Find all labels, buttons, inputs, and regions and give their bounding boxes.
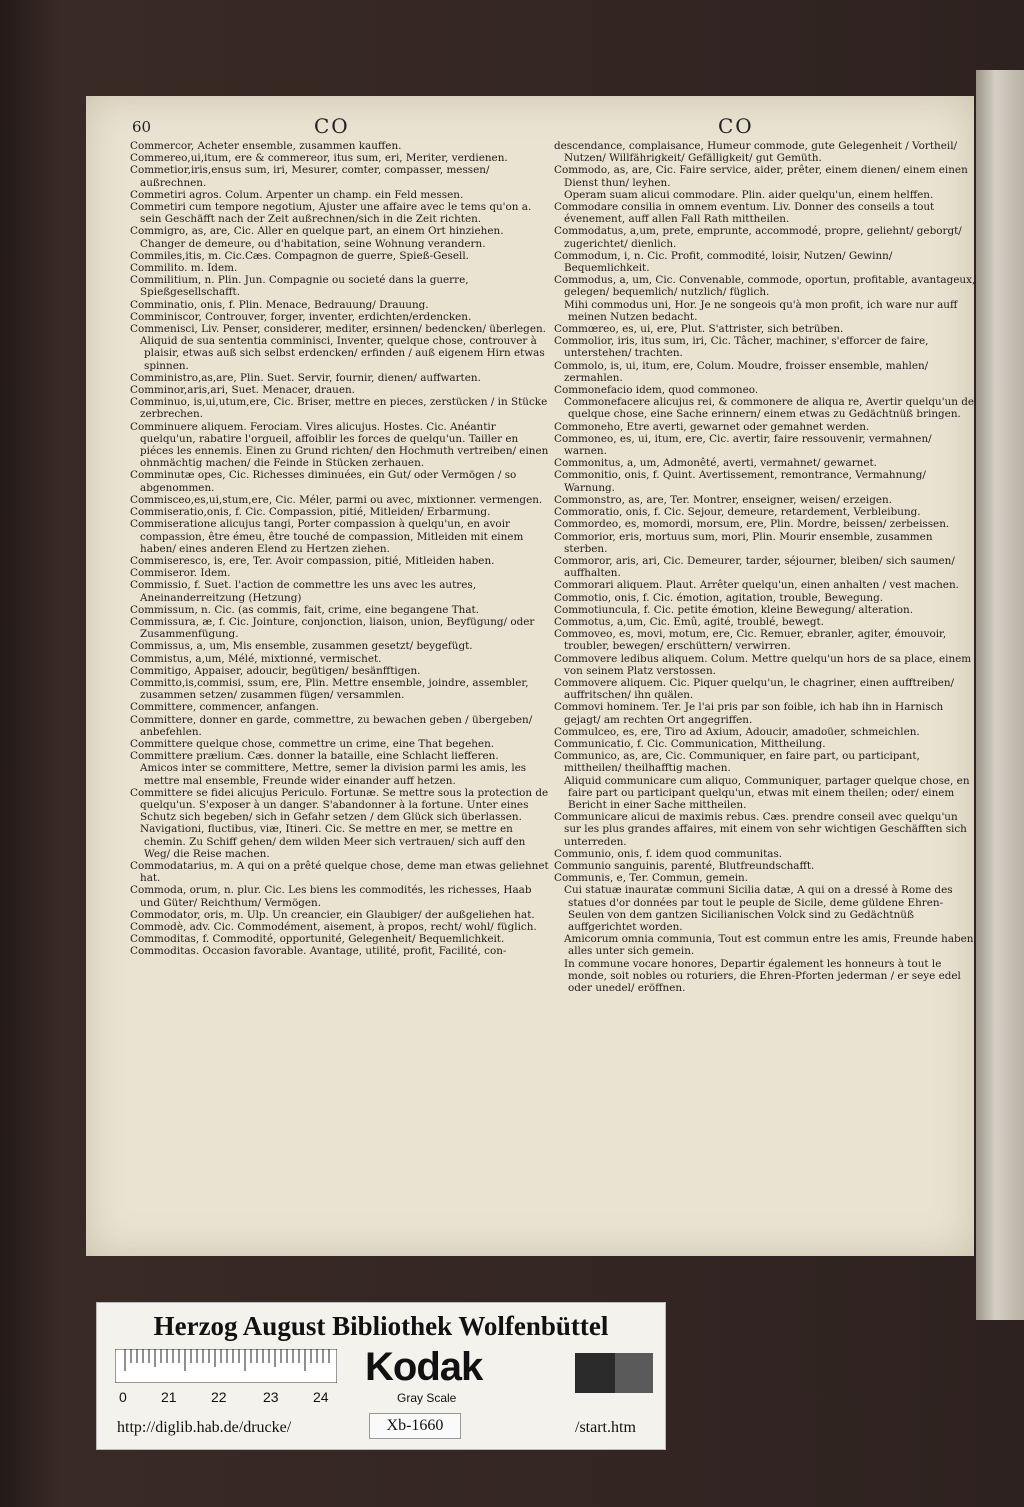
dictionary-entry: Commercor, Acheter ensemble, zusammen kauffen. (130, 140, 402, 152)
gray-swatch (615, 1353, 653, 1393)
dictionary-entry: Commoditas. Occasion favorable. Avantage, utilité, profit, Facilité, con- (130, 945, 507, 958)
dictionary-entry: Commolior, iris, itus sum, iri, Cic. Tâcher, machiner, s'efforcer de faire, unterstehen/ trachten. (554, 335, 929, 360)
dictionary-entry: Committere se fidei alicujus Periculo. Fortunæ. Se mettre sous la protection de quelqu'un. S'exposer à un danger. S'abandonner à la fortune. Unter eines Schutz sich begeben/ sich in Gefahr setzen / dem Glück sich überlassen. (130, 786, 549, 824)
dictionary-entry: Commiseror. Idem. (130, 567, 231, 580)
dictionary-entry: Commistus, a,um, Mélé, mixtionné, vermischet. (130, 652, 382, 665)
gray-scale-label: Gray Scale (397, 1391, 457, 1405)
dictionary-entry: Mihi commodus uni, Hor. Je ne songeois qu'à mon profit, ich ware nur auff meinen Nutzen bedacht. (564, 298, 958, 323)
dictionary-entry: Amicorum omnia communia, Tout est commun entre les amis, Freunde haben alles unter sich gemein. (564, 933, 974, 958)
dictionary-entry: Communio, onis, f. idem quod communitas. (554, 847, 783, 860)
dictionary-entry: Comminuo, is,ui,utum,ere, Cic. Briser, mettre en pieces, zerstücken / in Stücke zerbrechen. (130, 396, 548, 421)
dictionary-entry: Communicare alicui de maximis rebus. Cæs. prendre conseil avec quelqu'un sur les plus grandes affaires, mit einem von sehr wichtigen Geschäfften sich unterreden. (554, 811, 967, 848)
dictionary-entry: Commonstro, as, are, Ter. Montrer, enseigner, weisen/ erzeigen. (554, 493, 893, 506)
dictionary-entry: Commonefacio idem, quod commoneo. (554, 384, 759, 397)
dictionary-entry: Commonitus, a, um, Admonêté, averti, vermahnet/ gewarnet. (554, 457, 877, 470)
dictionary-entry: Aliquid communicare cum aliquo, Communiquer, partager quelque chose, en faire part ou participant quelqu'un, etwas mit einem theilen; oder/ einem Bericht in einer Sache mittheilen. (564, 774, 970, 811)
dictionary-entry: Committere, donner en garde, commettre, zu bewachen geben / übergeben/ anbefehlen. (130, 713, 533, 738)
dictionary-entry: Navigationi, fluctibus, viæ, Itineri. Cic. Se mettre en mer, se mettre en chemin. Zu Schiff gehen/ dem wilden Meer sich vertrauen/ sich auff den Weg/ die Reise machen. (140, 823, 526, 860)
dictionary-entry: Commereo,ui,itum, ere & commereor, itus sum, eri, Meriter, verdienen. (130, 152, 508, 165)
dictionary-entry: In commune vocare honores, Departir également les honneurs à tout le monde, soit nobles ou roturiers, die Ehren-Pforten jederman / er seye edel oder unedel/ eröffnen. (564, 957, 961, 995)
dictionary-entry: Commiseratione alicujus tangi, Porter compassion à quelqu'un, en avoir compassion, être émeu, être touché de compassion, Mitleiden mit einem haben/ eines anderen Elend zu Hertzen ziehen. (130, 518, 524, 555)
dictionary-entry: Commodè, adv. Cic. Commodément, aisement, à propos, recht/ wohl/ füglich. (130, 921, 537, 933)
dictionary-entry: Commenisci, Liv. Penser, considerer, mediter, ersinnen/ bedencken/ überlegen. (130, 323, 546, 336)
dictionary-entry: Commotiuncula, f. Cic. petite émotion, kleine Bewegung/ alteration. (554, 603, 914, 616)
dictionary-entry: Comminatio, onis, f. Plin. Menace, Bedrauung/ Drauung. (130, 298, 429, 311)
dictionary-entry: Commiseratio,onis, f. Cic. Compassion, pitié, Mitleiden/ Erbarmung. (130, 506, 491, 519)
dictionary-entry: Commigro, as, are, Cic. Aller en quelque part, an einem Ort hinziehen. Changer de demeure, ou d'habitation, seine Wohnung verandern. (130, 225, 504, 250)
dictionary-entry: Commonefacere alicujus rei, & commonere de aliqua re, Avertir quelqu'un de quelque chose, eine Sache erinnern/ einem etwas zu Gedächtnüß bringen. (564, 396, 975, 421)
dictionary-entry: Commissura, æ, f. Cic. Jointure, conjonction, liaison, union, Beyfügung/ oder Zusammenfügung. (130, 615, 535, 641)
dictionary-entry: Aliquid de sua sententia comminisci, Inventer, quelque chose, controuver à plaisir, etwas auß sich selbst erdencken/ erfinden / auß eigenem Hirn etwas spinnen. (140, 335, 545, 372)
dictionary-entry: Communico, as, are, Cic. Communiquer, en faire part, ou participant, mittheilen/ theilhafftig machen. (554, 750, 920, 775)
dictionary-entry: Commiles,itis, m. Cic.Cæs. Compagnon de guerre, Spieß-Gesell. (130, 249, 469, 262)
dictionary-entry: Commorior, eris, mortuus sum, mori, Plin. Mourir ensemble, zusammen sterben. (554, 530, 933, 555)
dictionary-entry: Commilitium, n. Plin. Jun. Compagnie ou societé dans la guerre, Spießgesellschafft. (130, 274, 469, 299)
dictionary-entry: Commodator, oris, m. Ulp. Un creancier, ein Glaubiger/ der außgeliehen hat. (130, 908, 535, 921)
left-column (130, 118, 552, 958)
dictionary-entry: Commoratio, onis, f. Cic. Sejour, demeure, retardement, Verbleibung. (554, 506, 921, 519)
facing-page-edge (976, 70, 1024, 1320)
dictionary-entry: Amicos inter se committere, Mettre, semer la division parmi les amis, les mettre mal ensemble, Freunde wider einander auff hetzen. (140, 762, 527, 787)
dictionary-entry: Comminor,aris,ari, Suet. Menacer, drauen. (130, 384, 355, 397)
ruler-number: 22 (211, 1389, 227, 1405)
dictionary-entry: Commetiri agros. Colum. Arpenter un champ. ein Feld messen. (130, 188, 464, 201)
dictionary-entry: Commolo, is, ui, itum, ere, Colum. Moudre, froisser ensemble, mahlen/ zermahlen. (554, 359, 929, 384)
dictionary-entry: Commotus, a,um, Cic. Emû, agité, troublé, bewegt. (554, 615, 824, 628)
dictionary-entry: Commodatus, a,um, prete, emprunte, accommodé, propre, geliehnt/ geborgt/ zugerichtet/ dienlich. (554, 225, 962, 250)
dictionary-entry: Commorari aliquem. Plaut. Arrêter quelqu'un, einen anhalten / vest machen. (554, 579, 959, 592)
dictionary-entry: Communio sanguinis, parenté, Blutfreundschafft. (554, 859, 815, 872)
dictionary-entry: Commodatarius, m. A qui on a prêté quelque chose, deme man etwas geliehnet hat. (130, 859, 549, 885)
dictionary-entry: Commisceo,es,ui,stum,ere, Cic. Méler, parmi ou avec, mixtionner. vermengen. (130, 493, 543, 506)
ruler-number: 23 (263, 1389, 279, 1405)
dictionary-entry: Communicatio, f. Cic. Communication, Mittheilung. (554, 737, 826, 750)
dictionary-entry: Commilito. m. Idem. (130, 262, 238, 275)
dictionary-entry: Commissum, n. Cic. (as commis, fait, crime, eine begangene That. (130, 603, 480, 616)
dictionary-entry: Commordeo, es, momordi, morsum, ere, Plin. Mordre, beissen/ zerbeissen. (554, 518, 950, 531)
dictionary-entry: Committo,is,commisi, ssum, ere, Plin. Mettre ensemble, joindre, assembler, zusammen setzen/ zusammen fügen/ versammlen. (130, 676, 529, 702)
dictionary-entry: Commotio, onis, f. Cic. émotion, agitation, trouble, Bewegung. (554, 591, 884, 604)
dictionary-entry: Commiseresco, is, ere, Ter. Avoir compassion, pitié, Mitleiden haben. (130, 554, 495, 567)
dictionary-entry: Commonitio, onis, f. Quint. Avertissement, remontrance, Vermahnung/ Warnung. (554, 469, 926, 494)
shelfmark-box: Xb-1660 (369, 1413, 461, 1439)
dictionary-entry: Comministro,as,are, Plin. Suet. Servir, fournir, dienen/ auffwarten. (130, 371, 481, 384)
dictionary-entry: Commoror, aris, ari, Cic. Demeurer, tarder, séjourner, bleiben/ sich saumen/ auffhalten. (554, 554, 955, 580)
ruler-number: 0 (119, 1389, 127, 1405)
start-page-url: /start.htm (575, 1419, 636, 1436)
running-head-right: CO (718, 114, 754, 138)
dictionary-entry: Commoneho, Etre averti, gewarnet oder gemahnet werden. (554, 420, 870, 433)
ruler-number: 24 (313, 1389, 329, 1405)
ruler-scale-icon (115, 1349, 337, 1383)
dictionary-entry: Commodus, a, um, Cic. Convenable, commode, oportun, profitable, avantageux, gelegen/ bequemlich/ nutzlich/ füglich. (554, 274, 976, 299)
dictionary-entry: Commoneo, es, ui, itum, ere, Cic. avertir, faire ressouvenir, vermahnen/ warnen. (554, 432, 932, 458)
dictionary-entry: Commetior,iris,ensus sum, iri, Mesurer, comter, compasser, messen/ außrechnen. (130, 164, 490, 189)
dictionary-entry: Commodare consilia in omnem eventum. Liv. Donner des conseils a tout évenement, auff allen Fall Rath mittheilen. (554, 201, 935, 226)
dictionary-entry: Commovere aliquem. Cic. Piquer quelqu'un, le chagriner, einen aufftreiben/ auffritschen/ ihn quälen. (554, 676, 955, 702)
ruler-number: 21 (161, 1389, 177, 1405)
dictionary-entry: Commodo, as, are, Cic. Faire service, aider, prêter, einem dienen/ einem einen Dienst thun/ leyhen. (554, 164, 968, 189)
dictionary-entry: Commœreo, es, ui, ere, Plut. S'attrister, sich betrüben. (554, 323, 844, 336)
kodak-logo: Kodak (365, 1345, 483, 1389)
dictionary-entry: Operam suam alicui commodare. Plin. aider quelqu'un, einem helffen. (564, 188, 934, 201)
dictionary-entry: Committere prælium. Cæs. donner la bataille, eine Schlacht liefferen. (130, 750, 499, 763)
dictionary-entry: Commulceo, es, ere, Tiro ad Axium, Adoucir, amadoüer, schmeichlen. (554, 725, 920, 738)
right-column (554, 118, 976, 994)
dictionary-entry: Commodum, i, n. Cic. Profit, commodité, loisir, Nutzen/ Gewinn/ Bequemlichkeit. (554, 249, 893, 275)
dictionary-entry: Comminiscor, Controuver, forger, inventer, erdichten/erdencken. (130, 310, 472, 323)
dictionary-entry: Cui statuæ inauratæ communi Sicilia datæ, A qui on a dressé à Rome des statues d'or données par tout le peuple de Sicile, deme güldene Ehren-Seulen von dem gantzen Sicilianischen Volck sind zu Gedächtnüß auffgerichtet worden. (564, 884, 953, 933)
digital-library-url: http://diglib.hab.de/drucke/ (117, 1419, 292, 1436)
dictionary-entry: Commetiri cum tempore negotium, Ajuster une affaire avec le tems qu'on a. sein Geschäfft nach der Zeit außrechnen/sich in die Zeit richten. (130, 201, 532, 226)
dictionary-entry: Commitigo, Appaiser, adoucir, begütigen/ besänfftigen. (130, 664, 421, 677)
dictionary-entry: Commoveo, es, movi, motum, ere, Cic. Remuer, ebranler, agiter, émouvoir, troubler, bewegen/ erschüttern/ verwirren. (554, 628, 947, 653)
dictionary-entry: Comminuere aliquem. Ferociam. Vires alicujus. Hostes. Cic. Anéantir quelqu'un, rabatire l'orgueil, affoiblir les forces de quelqu'un. Tailler en piéces les ennemis. Einen zu Grund richten/ den Hochmuth vertreiben/ einen ohnmächtig machen/ die Feinde in Stücken zerhauen. (130, 420, 549, 470)
dictionary-entry: Committere quelque chose, commettre un crime, eine That begehen. (130, 737, 495, 750)
kodak-label-strip (96, 1302, 666, 1450)
running-head-left: CO (314, 114, 350, 138)
dictionary-entry: Commissio, f. Suet. l'action de commettre les uns avec les autres, Aneinanderreitzung (Hetzung) (130, 579, 477, 604)
dictionary-entry: Commovi hominem. Ter. Je l'ai pris par son foible, ich hab ihn in Harnisch gejagt/ am rechten Ort angegriffen. (554, 701, 944, 726)
dictionary-entry: Commissus, a, um, Mis ensemble, zusammen gesetzt/ beygefügt. (130, 640, 473, 653)
dictionary-entry: descendance, complaisance, Humeur commode, gute Gelegenheit / Vortheil/ Nutzen/ Willfährigkeit/ Gefälligkeit/ gut Gemüth. (554, 140, 958, 165)
gray-swatch (575, 1353, 615, 1393)
dictionary-entry: Commoditas, f. Commodité, opportunité, Gelegenheit/ Bequemlichkeit. (130, 933, 505, 946)
dictionary-entry: Commoda, orum, n. plur. Cic. Les biens les commodités, les richesses, Haab und Güter/ Reichthum/ Vermögen. (130, 884, 532, 909)
dictionary-entry: Commovere ledibus aliquem. Colum. Mettre quelqu'un hors de sa place, einem von seinem Platz verstossen. (554, 652, 972, 677)
dictionary-entry: Committere, commencer, anfangen. (130, 701, 319, 714)
library-name: Herzog August Bibliothek Wolfenbüttel (153, 1311, 609, 1341)
dictionary-entry: Comminutæ opes, Cic. Richesses diminuées, ein Gut/ oder Vermögen / so abgenommen. (130, 469, 517, 494)
dictionary-entry: Communis, e, Ter. Commun, gemein. (554, 872, 749, 885)
page-number: 60 (132, 118, 152, 136)
